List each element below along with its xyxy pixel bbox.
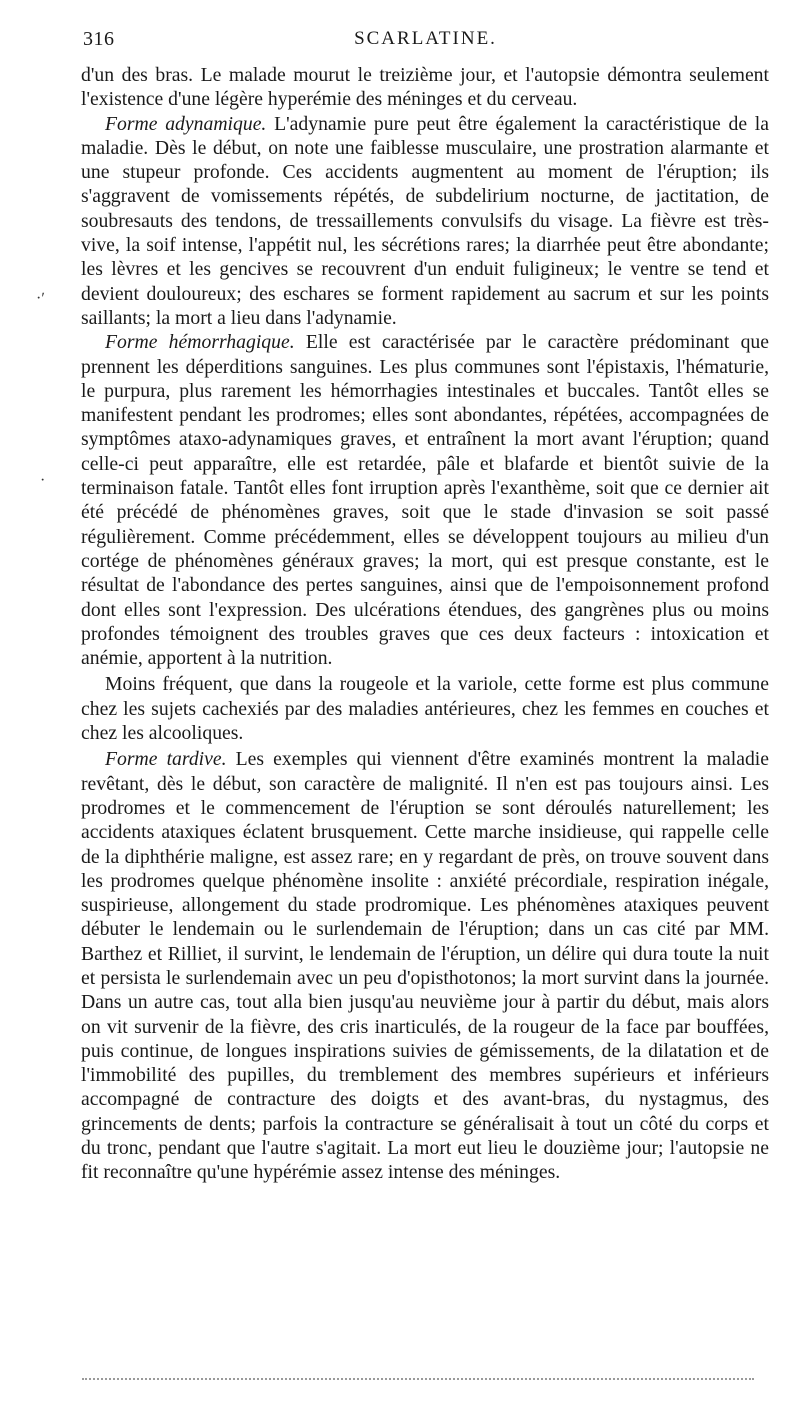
section-lead-adynamique: Forme adynamique. — [105, 112, 267, 135]
paragraph-text: Moins fréquent, que dans la rougeole et la variole, cette forme est plus commune chez les sujets cachexiés par des maladies antérieures, chez les femmes en couches et chez les alcooliques. — [81, 673, 769, 745]
paragraph-continuation — [81, 63, 769, 112]
page-number: 316 — [83, 28, 115, 50]
paragraph-text: L'adynamie pure peut être également la caractéristique de la maladie. Dès le début, on note une faiblesse musculaire, une prostration alarmante et une stupeur profonde. Ces accidents augmentent au moment de l'éruption; ils s'aggravent de vomissements répétés, de subdelirium nocturne, de jactitation, de soubresauts des tendons, de tressaillements convulsifs du visage. La fièvre est très-vive, la soif intense, l'appétit nul, les sécrétions rares; la diarrhée peut être abondante; les lèvres et les gencives se recouvrent d'un enduit fuligineux; le ventre se tend et devient douloureux; des eschares se forment rapidement au sacrum et sur les points saillants; la mort a lieu dans l'adynamie. — [81, 112, 769, 329]
running-title: SCARLATINE. — [354, 28, 497, 49]
paragraph-frequency — [81, 672, 769, 745]
margin-speck: · — [40, 472, 46, 489]
footer-dotted-rule — [82, 1378, 754, 1380]
paragraph-forme-tardive — [81, 747, 769, 1184]
paragraph-text: d'un des bras. Le malade mourut le treizième jour, et l'autopsie démontra seulement l'existence d'une légère hyperémie des méninges et du cerveau. — [81, 64, 769, 111]
section-lead-tardive: Forme tardive. — [105, 748, 227, 771]
page-header — [83, 28, 768, 58]
body-text — [81, 63, 769, 1185]
paragraph-text: Elle est caractérisée par le caractère prédominant que prennent les déperditions sanguines. Les plus communes sont l'épistaxis, l'hématurie, le purpura, plus rarement les hémorrhagies intestinales et buccales. Tantôt elles se manifestent pendant les prodromes; elles sont abondantes, répétées, accompagnées de symptômes ataxo-adynamiques graves, et entraînent la mort avant l'éruption; quand celle-ci peut apparaître, elle est retardée, pâle et blafarde et bientôt suivie de la terminaison fatale. Tantôt elles font irruption après l'exanthème, soit que ce dernier ait été précédé de phénomènes graves, soit que le stade d'invasion se soit passé régulièrement. Comme précédemment, elles se développent toujours au milieu d'un cortége de phénomènes généraux graves; la mort, qui est presque constante, est le résultat de l'abondance des pertes sanguines, ainsi que de l'empoisonnement profond dont elles sont l'expression. Des ulcérations étendues, des gangrènes plus ou moins profondes témoignent des troubles graves que ces deux facteurs : intoxication et anémie, apportent à la nutrition. — [81, 331, 769, 670]
paragraph-forme-hemorrhagique — [81, 330, 769, 670]
paragraph-forme-adynamique — [81, 112, 769, 331]
margin-speck: ·ʹ — [36, 290, 45, 307]
paragraph-text: Les exemples qui viennent d'être examinés montrent la maladie revêtant, dès le début, son caractère de malignité. Il n'en est pas toujours ainsi. Les prodromes et le commencement de l'éruption se sont déroulés naturellement; les accidents ataxiques éclatent brusquement. Cette marche insidieuse, qui rappelle celle de la diphthérie maligne, est assez rare; en y regardant de près, on trouve souvent dans les prodromes quelque phénomène insolite : anxiété précordiale, respiration inégale, suspirieuse, allongement du stade prodromique. Les phénomènes ataxiques peuvent débuter le lendemain ou le surlendemain de l'éruption; dans un cas cité par MM. Barthez et Rilliet, il survint, le lendemain de l'éruption, un délire qui dura toute la nuit et persista le surlendemain avec un peu d'opisthotonos; la mort survint dans la journée. Dans un autre cas, tout alla bien jusqu'au neuvième jour à partir du début, mais alors on vit survenir de la fièvre, des cris inarticulés, de la rougeur de la face par bouffées, puis continue, de longues inspirations suivies de gémissements, de la dilatation et de l'immobilité des pupilles, du tremblement des membres supérieurs et inférieurs accompagné de contracture des doigts et des avant-bras, du nystagmus, des grincements de dents; parfois la contracture se généralisait à tout un côté du corps et du tronc, pendant que l'autre s'agitait. La mort eut lieu le douzième jour; l'autopsie ne fit reconnaître qu'une hypérémie assez intense des méninges. — [81, 748, 769, 1184]
section-lead-hemorrhagique: Forme hémorrhagique. — [105, 331, 295, 354]
